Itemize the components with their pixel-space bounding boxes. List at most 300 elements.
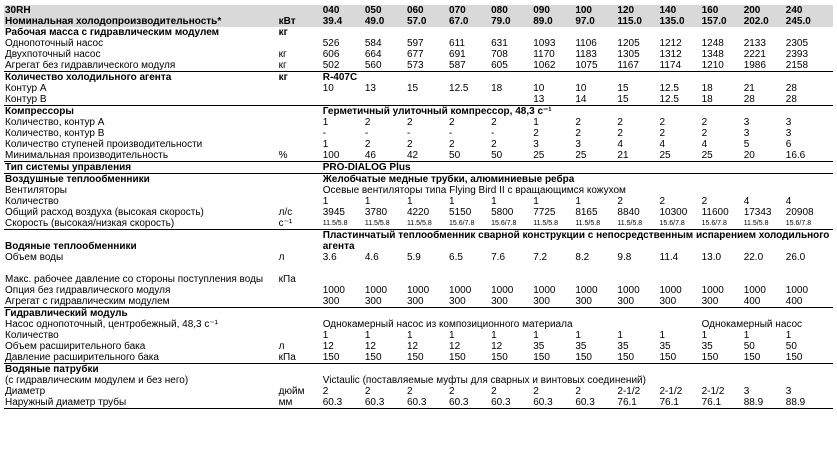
value-cell: 2 <box>617 128 623 139</box>
row-unit: кПа <box>278 352 322 364</box>
value-cell: 135.0 <box>659 16 701 27</box>
row-description: Осевые вентиляторы типа Flying Bird II с вращающимся кожухом <box>322 185 626 196</box>
pump-description-composite: Однокамерный насос из композиционного материала <box>322 319 573 330</box>
row-label: Количество, контур А <box>5 117 105 128</box>
value-cell: 89.0 <box>532 16 574 27</box>
value-cell: 1000 <box>701 285 724 296</box>
compressors-qty-b-row <box>4 128 833 139</box>
value-cell: 35 <box>701 341 713 352</box>
model-column-header: 040 <box>322 5 364 16</box>
row-label: Агрегат без гидравлического модуля <box>4 60 278 72</box>
value-cell: 1 <box>406 196 413 207</box>
value-cell: 22.0 <box>743 252 764 263</box>
row-label: Количество, контур В <box>5 128 105 139</box>
value-cell: 400 <box>785 296 833 308</box>
value-cell: 560 <box>364 60 406 72</box>
value-cell: 3945 <box>322 207 345 218</box>
row-label: Объем воды <box>5 252 64 263</box>
value-cell: 2-1/2 <box>617 386 641 397</box>
value-cell: 2 <box>449 117 455 128</box>
value-cell: 1000 <box>491 285 514 296</box>
value-cell: 13.0 <box>701 252 722 263</box>
row-unit: кПа <box>278 274 296 285</box>
value-cell: 526 <box>322 38 340 49</box>
row-label: Водяные патрубки <box>5 364 99 375</box>
value-cell: 150 <box>448 352 490 364</box>
hydraulic-title-row <box>4 308 833 320</box>
value-cell: 1 <box>575 330 581 341</box>
row-unit: кг <box>278 60 322 72</box>
value-cell: 5 <box>743 139 750 150</box>
row-label: Тип системы управления <box>4 162 278 174</box>
value-cell: 300 <box>659 296 701 308</box>
value-cell: 1106 <box>575 38 597 49</box>
value-cell: 10 <box>533 83 545 94</box>
control-type-row <box>4 162 833 174</box>
value-cell: 2 <box>322 386 329 397</box>
water-hx-max-pressure-row <box>4 263 833 285</box>
value-cell: 12 <box>322 341 334 352</box>
value-cell: 502 <box>322 60 364 72</box>
value-cell: 3 <box>743 386 750 397</box>
model-column-header: 050 <box>364 5 406 16</box>
value-cell: 3 <box>785 128 792 139</box>
row-label: Скорость (высокая/низкая скорость) <box>4 218 278 230</box>
value-cell: 1 <box>449 196 455 207</box>
value-cell: 57.0 <box>406 16 448 27</box>
hydraulic-pump-row <box>4 319 833 330</box>
value-cell: 15.6/7.8 <box>490 218 532 230</box>
value-cell: 2 <box>364 386 371 397</box>
value-cell: 2158 <box>785 60 833 72</box>
value-cell: 67.0 <box>448 16 490 27</box>
row-label: Агрегат с гидравлическим модулем <box>4 296 278 308</box>
row-label: Количество холодильного агента <box>5 72 172 83</box>
value-cell: 100 <box>322 150 364 162</box>
air-hx-airflow-row <box>4 207 833 218</box>
value-cell: 12.5 <box>659 94 701 106</box>
value-cell: 150 <box>574 352 616 364</box>
value-cell: 97.0 <box>574 16 616 27</box>
value-cell: 584 <box>364 38 382 49</box>
row-description: Пластинчатый теплообменник сварной конструкции с непосредственным испарением холодильного агента <box>322 230 830 252</box>
value-cell: 3 <box>575 139 581 150</box>
value-cell: 13 <box>532 94 574 106</box>
value-cell: 25 <box>701 150 743 162</box>
row-description: Victaulic (поставляемые муфты для сварных и винтовых соединений) <box>322 375 646 386</box>
row-label: Давление расширительного бака <box>4 352 278 364</box>
pump-description-single: Однокамерный насос <box>701 319 803 330</box>
value-cell: 1 <box>449 330 455 341</box>
value-cell: 150 <box>616 352 658 364</box>
row-label: Воздушные теплообменники <box>5 174 150 185</box>
row-unit: кВт <box>278 16 322 27</box>
row-unit <box>278 83 322 94</box>
value-cell: 115.0 <box>616 16 658 27</box>
weight-title-row <box>4 27 833 38</box>
specifications-body <box>4 5 833 409</box>
value-cell: 1167 <box>616 60 658 72</box>
row-unit <box>278 128 322 139</box>
value-cell: 2 <box>659 128 666 139</box>
value-cell: 300 <box>322 296 364 308</box>
value-cell: 21 <box>743 83 755 94</box>
value-cell: 2393 <box>785 49 809 60</box>
model-column-header: 100 <box>574 5 616 16</box>
value-cell: 573 <box>406 60 448 72</box>
row-unit <box>278 139 322 150</box>
refrigerant-circuit-b-row <box>4 94 833 106</box>
value-cell: 3 <box>785 117 792 128</box>
value-cell: 300 <box>532 296 574 308</box>
weight-dual-pump-row <box>4 49 833 60</box>
row-label: Вентиляторы <box>5 185 67 196</box>
row-unit: с⁻¹ <box>278 218 322 230</box>
value-cell: 11600 <box>701 207 729 218</box>
value-cell: 11.5/5.8 <box>322 218 364 230</box>
row-label: Опция без гидравлического модуля <box>5 285 171 296</box>
value-cell: 1 <box>533 196 539 207</box>
row-label: Количество <box>5 196 59 207</box>
water-hx-title-row <box>4 230 833 253</box>
value-cell: 1170 <box>533 49 555 60</box>
row-unit <box>278 296 322 308</box>
value-cell: 25 <box>659 150 701 162</box>
row-unit: % <box>278 150 322 162</box>
value-cell: 2 <box>659 117 666 128</box>
value-cell: 2 <box>491 117 497 128</box>
value-cell: 1348 <box>701 49 724 60</box>
row-unit: л <box>278 252 285 263</box>
connections-title-row <box>4 364 833 376</box>
row-description: Герметичный улиточный компрессор, 48,3 с⁻¹ <box>322 106 552 117</box>
value-cell: 60.3 <box>364 397 406 409</box>
value-cell: 10300 <box>659 207 688 218</box>
row-unit: кг <box>278 49 287 60</box>
value-cell: 2 <box>575 117 581 128</box>
row-unit: дюйм <box>278 386 305 397</box>
value-cell: 8165 <box>575 207 598 218</box>
value-cell <box>448 94 490 106</box>
value-cell: 1 <box>701 330 708 341</box>
value-cell: 1075 <box>574 60 616 72</box>
value-cell: 7.2 <box>533 252 548 263</box>
value-cell <box>364 94 406 106</box>
value-cell: 1 <box>322 139 329 150</box>
model-column-header: 240 <box>785 5 833 16</box>
specifications-sheet <box>4 5 833 409</box>
value-cell <box>322 94 364 106</box>
top-edge <box>0 0 837 4</box>
value-cell: 2 <box>406 386 413 397</box>
value-cell: - <box>449 128 453 139</box>
value-cell: 1 <box>491 330 497 341</box>
row-unit <box>278 117 322 128</box>
value-cell: 300 <box>448 296 490 308</box>
value-cell: 1093 <box>533 38 556 49</box>
value-cell: 60.3 <box>448 397 490 409</box>
row-description <box>322 27 833 38</box>
value-cell: 11.5/5.8 <box>532 218 574 230</box>
value-cell: 6 <box>785 139 792 150</box>
value-cell: 150 <box>322 352 364 364</box>
water-hx-with-module-row <box>4 296 833 308</box>
value-cell: 18 <box>701 94 743 106</box>
water-hx-without-module-row <box>4 285 833 296</box>
value-cell: 605 <box>490 60 532 72</box>
row-label: Количество <box>5 330 59 341</box>
value-cell: 1 <box>406 330 413 341</box>
row-description <box>322 308 833 320</box>
row-unit <box>278 38 322 49</box>
value-cell: 35 <box>617 341 629 352</box>
value-cell: 1 <box>322 117 329 128</box>
value-cell: 2 <box>617 117 623 128</box>
row-label: Гидравлический модуль <box>5 308 128 319</box>
value-cell: 39.4 <box>322 16 364 27</box>
value-cell: 2 <box>449 386 455 397</box>
value-cell: 150 <box>406 352 448 364</box>
row-unit <box>278 196 322 207</box>
value-cell: 46 <box>364 150 406 162</box>
connections-diameter-row <box>4 386 833 397</box>
value-cell: 2 <box>364 139 371 150</box>
header-row <box>4 5 833 16</box>
value-cell <box>490 94 532 106</box>
value-cell: 1 <box>322 330 329 341</box>
row-description: PRO-DIALOG Plus <box>322 162 833 174</box>
model-column-header: 080 <box>490 5 532 16</box>
value-cell: 12 <box>406 341 419 352</box>
value-cell: 13 <box>364 83 376 94</box>
value-cell: 2 <box>575 386 581 397</box>
value-cell: 15.6/7.8 <box>659 218 701 230</box>
value-cell: 2 <box>701 117 708 128</box>
row-label: Минимальная производительность <box>4 150 278 162</box>
value-cell: 300 <box>364 296 406 308</box>
compressors-stages-row <box>4 139 833 150</box>
row-unit <box>278 308 322 320</box>
value-cell: 12 <box>449 341 461 352</box>
value-cell: 50 <box>785 341 797 352</box>
value-cell: - <box>322 128 327 139</box>
value-cell: 2221 <box>743 49 766 60</box>
value-cell: 4220 <box>406 207 430 218</box>
value-cell: 1000 <box>364 285 388 296</box>
row-label: Двухпоточный насос <box>5 49 101 60</box>
row-label: Насос однопоточный, центробежный, 48,3 с⁻¹ <box>5 319 218 330</box>
value-cell: 1986 <box>743 60 785 72</box>
value-cell: 1 <box>364 196 371 207</box>
row-description <box>322 364 833 376</box>
value-cell: 76.1 <box>659 397 701 409</box>
value-cell: 12 <box>491 341 503 352</box>
value-cell: 1174 <box>659 60 701 72</box>
air-hx-fans-row <box>4 185 833 196</box>
value-cell: 76.1 <box>616 397 658 409</box>
value-cell <box>406 94 448 106</box>
row-label: Контур А <box>5 83 47 94</box>
value-cell: 400 <box>743 296 785 308</box>
air-hx-title-row <box>4 174 833 186</box>
value-cell: 2 <box>491 139 497 150</box>
value-cell: 150 <box>532 352 574 364</box>
value-cell: 691 <box>449 49 466 60</box>
row-description: Желобчатые медные трубки, алюминиевые ребра <box>322 174 575 185</box>
value-cell: 4 <box>659 139 666 150</box>
value-cell: 25 <box>532 150 574 162</box>
value-cell: 2 <box>364 117 371 128</box>
value-cell: 150 <box>701 352 743 364</box>
value-cell: 606 <box>322 49 340 60</box>
value-cell: 14 <box>574 94 616 106</box>
value-cell: 150 <box>785 352 833 364</box>
value-cell: 2 <box>491 386 497 397</box>
compressors-title-row <box>4 106 833 118</box>
value-cell: 2 <box>659 196 666 207</box>
value-cell: 4 <box>785 196 792 207</box>
model-series-label: 30RH <box>4 5 278 16</box>
row-unit: л <box>278 341 285 352</box>
value-cell: 9.8 <box>617 252 632 263</box>
value-cell: 6.5 <box>449 252 463 263</box>
value-cell: 60.3 <box>490 397 532 409</box>
value-cell: 1000 <box>785 285 809 296</box>
value-cell: 300 <box>490 296 532 308</box>
row-label: Номинальная холодопроизводительность* <box>4 16 278 27</box>
row-unit <box>278 330 322 341</box>
value-cell: 245.0 <box>785 16 833 27</box>
value-cell: 587 <box>448 60 490 72</box>
value-cell: 597 <box>406 38 424 49</box>
value-cell: 2 <box>701 128 708 139</box>
value-cell: 2 <box>533 128 539 139</box>
value-cell: 4 <box>701 139 708 150</box>
model-column-header: 160 <box>701 5 743 16</box>
value-cell: 2 <box>617 196 623 207</box>
value-cell: 10 <box>322 83 334 94</box>
value-cell: 15 <box>617 83 629 94</box>
model-column-header: 070 <box>448 5 490 16</box>
value-cell: 4 <box>617 139 623 150</box>
value-cell: 7.6 <box>491 252 506 263</box>
value-cell: 3.6 <box>322 252 337 263</box>
specifications-table <box>4 5 833 409</box>
value-cell: 12.5 <box>659 83 679 94</box>
row-label: Однопоточный насос <box>5 38 104 49</box>
value-cell: 50 <box>448 150 490 162</box>
value-cell: 1000 <box>449 285 472 296</box>
row-label: Общий расход воздуха (высокая скорость) <box>5 207 204 218</box>
value-cell: 1000 <box>617 285 640 296</box>
row-label: Наружный диаметр трубы <box>4 397 278 409</box>
value-cell: 11.5/5.8 <box>406 218 448 230</box>
value-cell: 60.3 <box>532 397 574 409</box>
value-cell: 1205 <box>617 38 640 49</box>
value-cell: 11.5/5.8 <box>743 218 785 230</box>
value-cell: 18 <box>491 83 503 94</box>
row-unit <box>278 162 322 174</box>
value-cell: 1000 <box>575 285 598 296</box>
value-cell: 2-1/2 <box>659 386 683 397</box>
row-label: Контур В <box>4 94 278 106</box>
value-cell: 50 <box>490 150 532 162</box>
value-cell: 79.0 <box>490 16 532 27</box>
value-cell: 25 <box>574 150 616 162</box>
value-cell: 150 <box>364 352 406 364</box>
value-cell: 1210 <box>701 60 743 72</box>
value-cell: 15.6/7.8 <box>701 218 743 230</box>
value-cell: 1 <box>491 196 497 207</box>
refrigerant-title-row <box>4 72 833 84</box>
value-cell: 2 <box>406 117 413 128</box>
value-cell: 300 <box>701 296 743 308</box>
value-cell: 2305 <box>785 38 809 49</box>
value-cell: 11.5/5.8 <box>574 218 616 230</box>
value-cell: 1000 <box>743 285 766 296</box>
value-cell: 15 <box>616 94 658 106</box>
connections-outer-diameter-row <box>4 397 833 409</box>
model-column-header: 120 <box>616 5 658 16</box>
value-cell: 49.0 <box>364 16 406 27</box>
value-cell: 15.6/7.8 <box>448 218 490 230</box>
value-cell: - <box>364 128 369 139</box>
compressors-min-capacity-row <box>4 150 833 162</box>
value-cell: 1305 <box>617 49 640 60</box>
value-cell: - <box>491 128 495 139</box>
row-unit <box>278 94 322 106</box>
row-unit <box>278 375 322 386</box>
value-cell: 12 <box>364 341 376 352</box>
value-cell: 1 <box>785 330 792 341</box>
row-unit: л/с <box>278 207 293 218</box>
row-label: (с гидравлическим модулем и без него) <box>5 375 189 386</box>
refrigerant-circuit-a-row <box>4 83 833 94</box>
value-cell: 150 <box>490 352 532 364</box>
value-cell: 1 <box>533 330 539 341</box>
row-unit <box>278 185 322 196</box>
value-cell: 1 <box>659 330 666 341</box>
row-label: Количество ступеней производительности <box>5 139 203 150</box>
value-cell: 88.9 <box>785 397 833 409</box>
value-cell: 60.3 <box>406 397 448 409</box>
row-label: Водяные теплообменники <box>5 241 137 252</box>
value-cell: 5150 <box>449 207 472 218</box>
value-cell: 1000 <box>659 285 682 296</box>
value-cell: 50 <box>743 341 755 352</box>
value-cell: - <box>406 128 411 139</box>
value-cell: 2 <box>533 386 539 397</box>
value-cell: 2 <box>406 139 413 150</box>
row-unit <box>278 174 322 186</box>
model-column-header: 140 <box>659 5 701 16</box>
value-cell: 202.0 <box>743 16 785 27</box>
value-cell: 4 <box>743 196 750 207</box>
model-column-header: 090 <box>532 5 574 16</box>
value-cell: 17343 <box>743 207 772 218</box>
value-cell: 1000 <box>533 285 556 296</box>
value-cell: 11.5/5.8 <box>616 218 658 230</box>
value-cell: 7725 <box>533 207 556 218</box>
cooling-capacity-row <box>4 16 833 27</box>
value-cell: 11.4 <box>659 252 679 263</box>
row-unit <box>278 230 322 253</box>
weight-no-module-row <box>4 60 833 72</box>
model-column-header: 200 <box>743 5 785 16</box>
weight-single-pump-row <box>4 38 833 49</box>
header-unit-cell <box>278 5 322 16</box>
value-cell: 1 <box>617 330 623 341</box>
